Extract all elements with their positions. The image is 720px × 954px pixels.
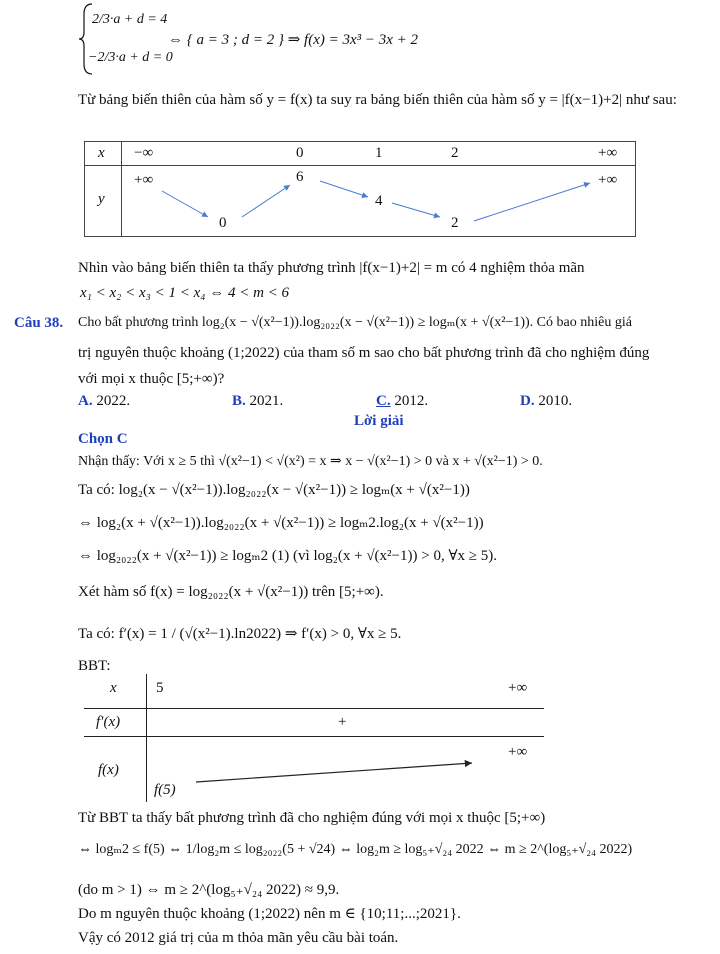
arrow-down-3 (392, 203, 440, 217)
option-a-value: 2022. (96, 393, 131, 409)
solution-line-2: Ta có: log₂(x − √(x²−1)).log₂₀₂₂(x − √(x²−1)) ≥ logₘ(x + √(x²−1)) (78, 482, 470, 498)
t2-sign: + (338, 714, 347, 730)
t2-x-label: x (110, 680, 117, 696)
option-a (78, 393, 130, 410)
equation-system (78, 2, 678, 76)
question-text-3: với mọi x thuộc [5;+∞)? (78, 371, 225, 387)
solution-line-6: Ta có: f′(x) = 1 / (√(x²−1).ln2022) ⇒ f′(x) > 0, ∀x ≥ 5. (78, 626, 402, 642)
equation-2: −2/3·a + d = 0 (88, 50, 173, 65)
option-d-key: D. (520, 393, 535, 409)
arrow-up-2 (474, 183, 590, 221)
variation-table-1 (84, 141, 636, 237)
option-c (376, 393, 428, 410)
t1-y2: 6 (296, 169, 304, 185)
option-d (520, 393, 572, 410)
arrow-down-1 (162, 191, 208, 217)
paragraph-1: Từ bảng biến thiên của hàm số y = f(x) ta suy ra bảng biến thiên của hàm số y = |f(x−1)+2| như sau: (78, 92, 677, 108)
conclusion-line-2: ⇔ logₘ2 ≤ f(5) ⇔ 1/log₂m ≤ log₂₀₂₂(5 + √24) ⇔ log₂m ≥ log₅₊√₂₄ 2022 ⇔ m ≥ 2^(log₅₊√₂₄ 2022) (78, 842, 633, 857)
question-text-1: Cho bất phương trình log₂(x − √(x²−1)).log₂₀₂₂(x − √(x²−1)) ≥ logₘ(x + √(x²−1)). Có bao nhiêu giá (78, 315, 632, 330)
t2-f-low: f(5) (154, 782, 176, 798)
solution-line-4: ⇔ log₂₀₂₂(x + √(x²−1)) ≥ logₘ2 (1) (vì log₂(x + √(x²−1)) > 0, ∀x ≥ 5). (78, 548, 497, 564)
arrow-up-1 (242, 185, 290, 217)
t2-arrow-up (196, 763, 472, 782)
t1-y1: 0 (219, 215, 227, 231)
option-c-key: C. (376, 393, 391, 409)
t1-x4: +∞ (598, 145, 618, 161)
paragraph-2: Nhìn vào bảng biến thiên ta thấy phương trình |f(x−1)+2| = m có 4 nghiệm thỏa mãn (78, 260, 585, 276)
solution-line-1: Nhận thấy: Với x ≥ 5 thì √(x²−1) < √(x²) = x ⇒ x − √(x²−1) > 0 và x + √(x²−1) > 0. (78, 454, 543, 469)
paragraph-2b: x₁ < x₂ < x₃ < 1 < x₄ ⇔ 4 < m < 6 (80, 285, 290, 301)
t1-x-label: x (98, 145, 105, 161)
solution-line-3: ⇔ log₂(x + √(x²−1)).log₂₀₂₂(x + √(x²−1)) ≥ logₘ2.log₂(x + √(x²−1)) (78, 515, 484, 531)
option-a-key: A. (78, 393, 93, 409)
conclusion-line-3: (do m > 1) ⇔ m ≥ 2^(log₅₊√₂₄ 2022) ≈ 9,9. (78, 882, 340, 898)
equation-1: 2/3·a + d = 4 (92, 12, 168, 27)
t2-x-from: 5 (156, 680, 164, 696)
conclusion-line-1: Từ BBT ta thấy bất phương trình đã cho nghiệm đúng với mọi x thuộc [5;+∞) (78, 810, 546, 826)
conclusion-line-4: Do m nguyên thuộc khoảng (1;2022) nên m ∈ {10;11;...;2021}. (78, 906, 461, 922)
t2-fprime-label: f′(x) (96, 714, 121, 730)
t1-x1: 0 (296, 145, 304, 161)
question-label: Câu 38. (14, 315, 64, 331)
option-b (232, 393, 283, 410)
t1-y4: 2 (451, 215, 459, 231)
t2-f-high: +∞ (508, 744, 528, 760)
equation-result: ⇔ { a = 3 ; d = 2 } ⇒ f(x) = 3x³ − 3x + 2 (168, 32, 419, 48)
t1-x0: −∞ (134, 145, 154, 161)
question-text-2: trị nguyên thuộc khoảng (1;2022) của tham số m sao cho bất phương trình đã cho nghiệm đúng (78, 345, 650, 361)
option-d-value: 2010. (538, 393, 573, 409)
choice-label: Chọn C (78, 431, 128, 447)
t2-f-label: f(x) (98, 762, 119, 778)
t1-y-label: y (98, 191, 105, 207)
solution-line-7: BBT: (78, 658, 111, 674)
variation-table-2-grid (84, 674, 544, 802)
variation-table-1-grid (84, 141, 636, 237)
t1-y5: +∞ (598, 172, 618, 188)
t1-y0: +∞ (134, 172, 154, 188)
conclusion-line-5: Vậy có 2012 giá trị của m thỏa mãn yêu cầu bài toán. (78, 930, 399, 946)
variation-table-2 (84, 674, 544, 802)
solution-title: Lời giải (354, 413, 404, 429)
t1-x2: 1 (375, 145, 383, 161)
t2-x-to: +∞ (508, 680, 528, 696)
option-b-key: B. (232, 393, 246, 409)
solution-line-5: Xét hàm số f(x) = log₂₀₂₂(x + √(x²−1)) trên [5;+∞). (78, 584, 384, 600)
option-c-value: 2012. (394, 393, 429, 409)
arrow-down-2 (320, 181, 368, 197)
t1-x3: 2 (451, 145, 459, 161)
t1-y3: 4 (375, 193, 383, 209)
option-b-value: 2021. (249, 393, 284, 409)
